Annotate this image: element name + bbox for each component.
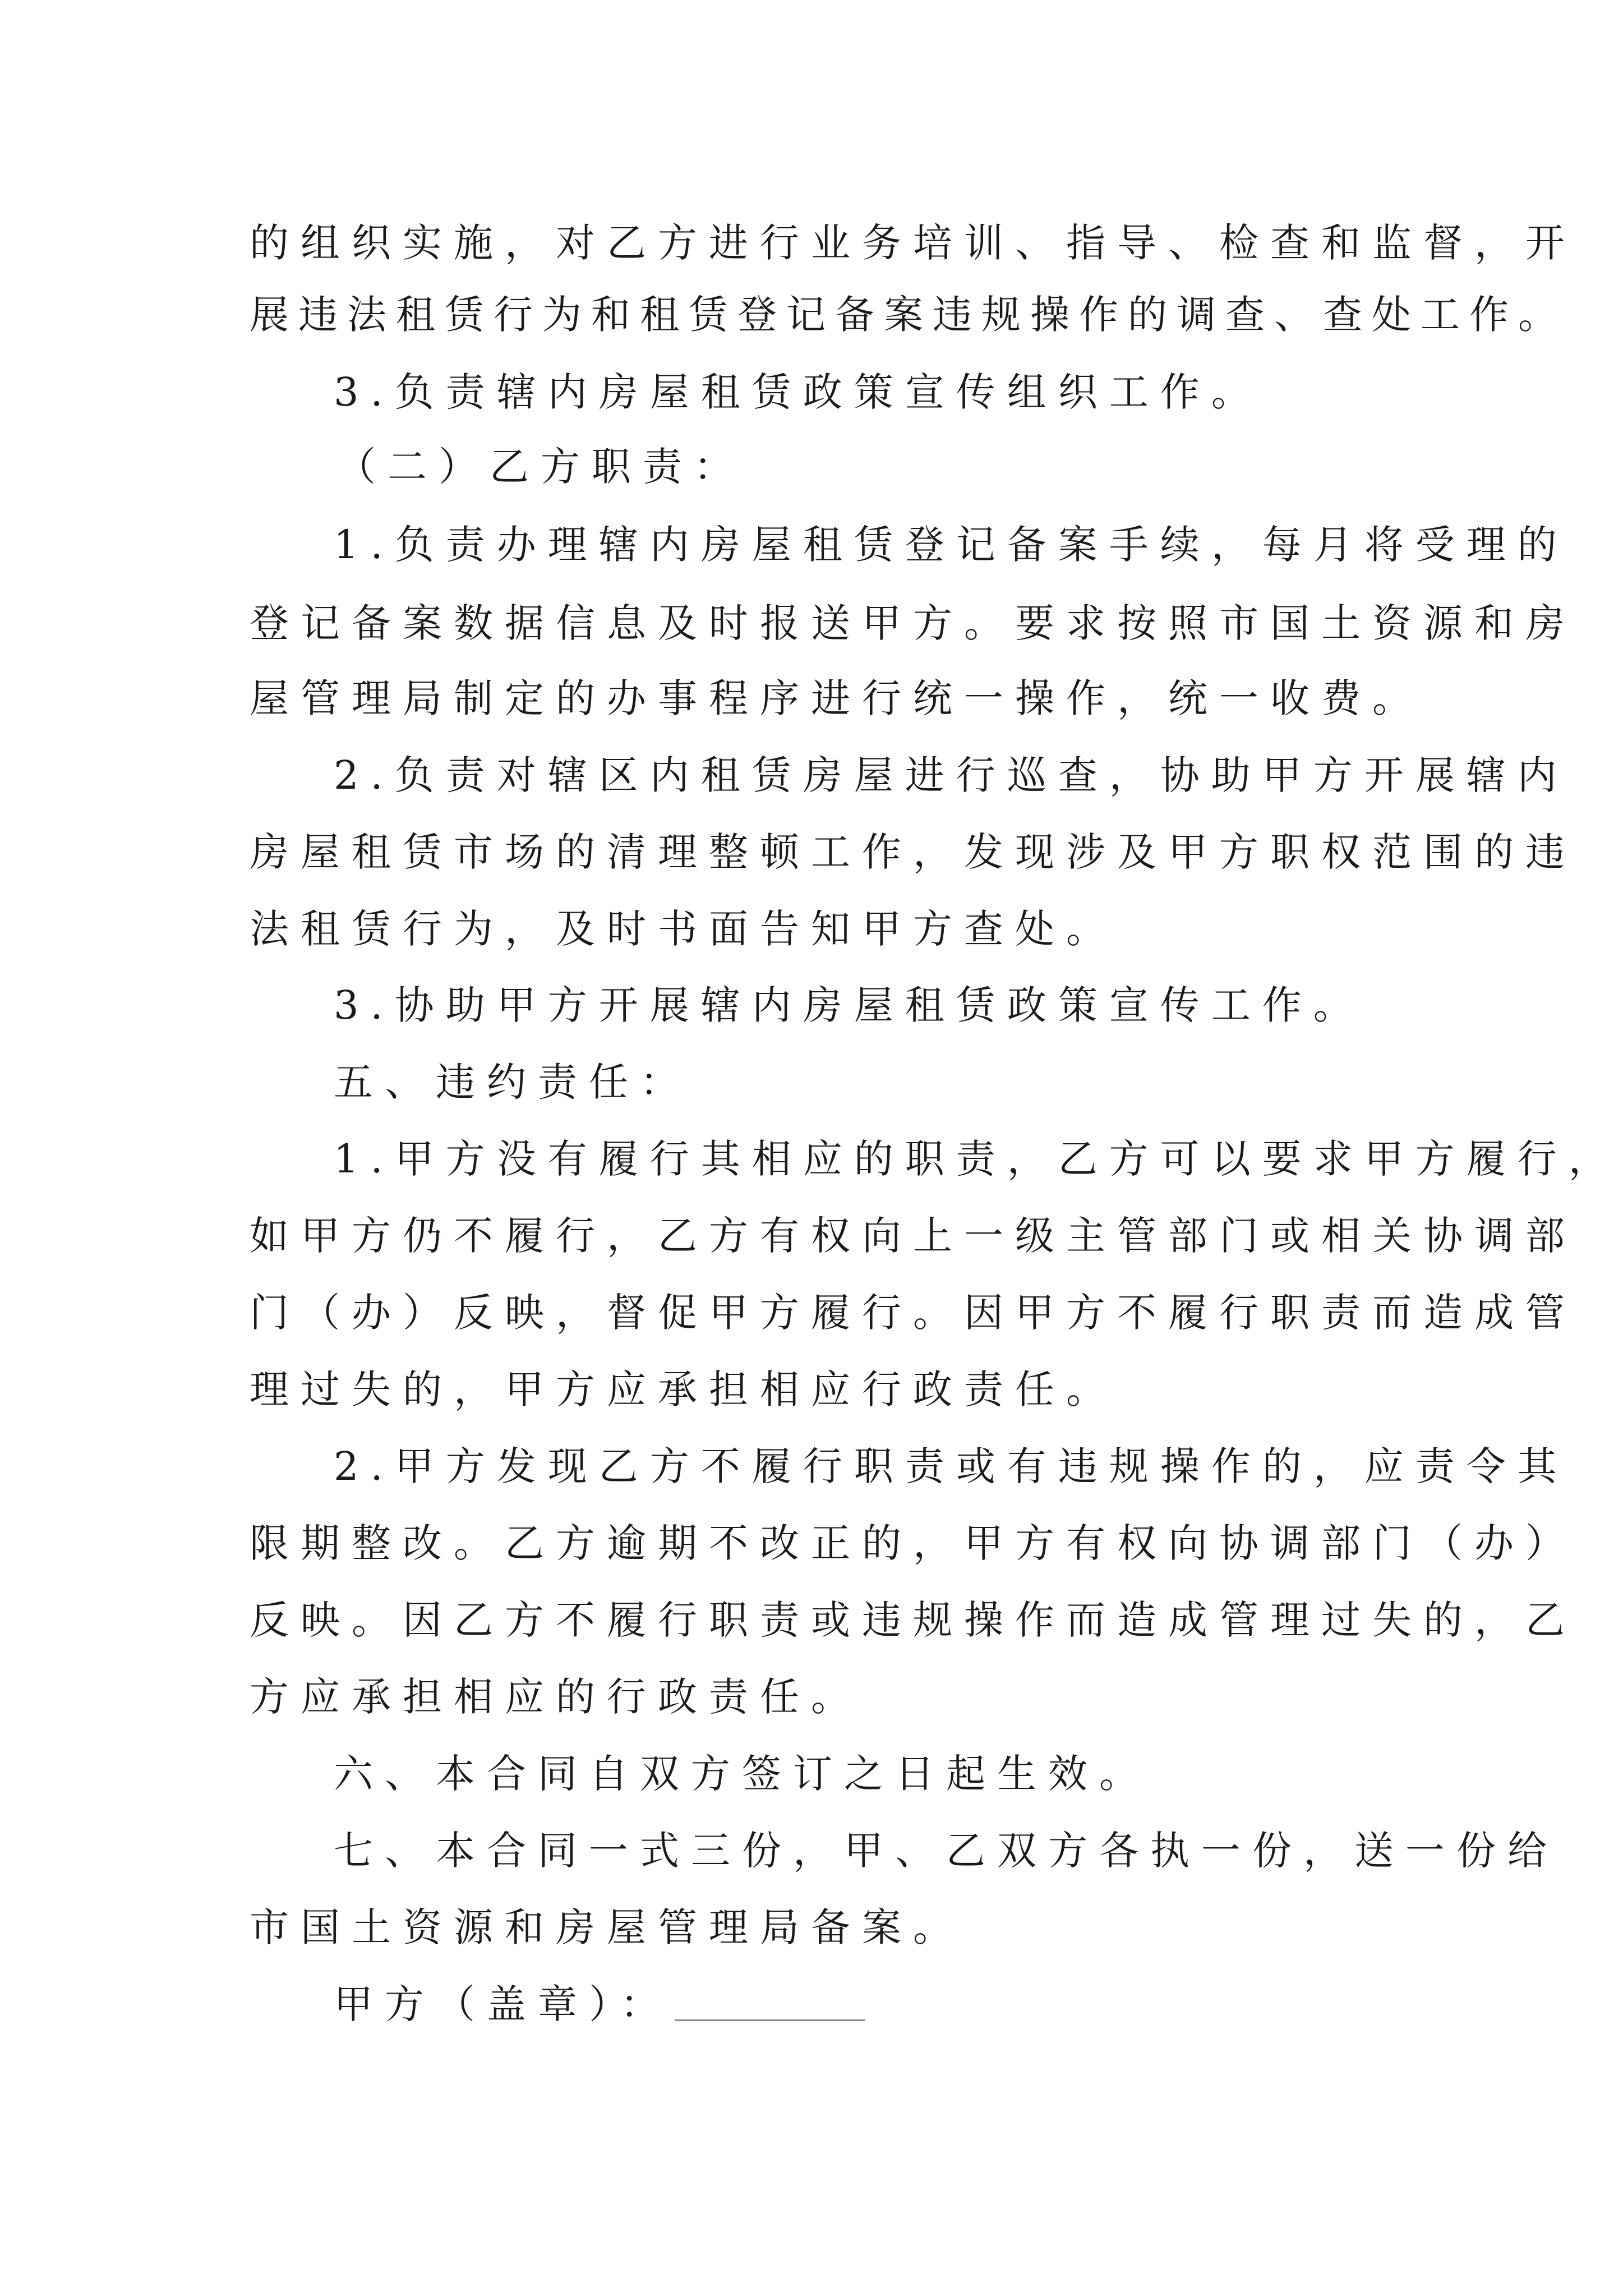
text-line: 限期整改。乙方逾期不改正的，甲方有权向协调部门（办）: [250, 1520, 1576, 1566]
text-line: 登记备案数据信息及时报送甲方。要求按照市国土资源和房: [250, 600, 1576, 646]
text-line: 屋管理局制定的办事程序进行统一操作，统一收费。: [250, 675, 1423, 721]
party-a-seal-label: 甲方（盖章）：: [334, 1981, 671, 2027]
text-line: 2.负责对辖区内租赁房屋进行巡查，协助甲方开展辖内: [334, 752, 1569, 798]
text-line: 展违法租赁行为和租赁登记备案违规操作的调查、查处工作。: [250, 292, 1567, 338]
text-line: 理过失的，甲方应承担相应行政责任。: [250, 1366, 1117, 1412]
text-line: 3.负责辖内房屋租赁政策宣传组织工作。: [334, 369, 1262, 415]
text-line: 3.协助甲方开展辖内房屋租赁政策宣传工作。: [334, 982, 1364, 1028]
text-line: 方应承担相应的行政责任。: [250, 1674, 862, 1720]
text-line: 市国土资源和房屋管理局备案。: [250, 1904, 964, 1950]
seal-blank-field: [675, 1986, 865, 2021]
text-line: 六、本合同自双方签订之日起生效。: [334, 1751, 1150, 1797]
text-line: 1.负责办理辖内房屋租赁登记备案手续，每月将受理的: [334, 522, 1569, 568]
text-line: 的组织实施，对乙方进行业务培训、指导、检查和监督，开: [250, 220, 1576, 266]
signature-line: [334, 1979, 865, 2030]
text-line: 1.甲方没有履行其相应的职责，乙方可以要求甲方履行，: [334, 1136, 1620, 1182]
text-line: 七、本合同一式三份，甲、乙双方各执一份，送一份给: [334, 1828, 1559, 1874]
text-line: 如甲方仍不履行，乙方有权向上一级主管部门或相关协调部: [250, 1213, 1576, 1259]
text-line: 法租赁行为，及时书面告知甲方查处。: [250, 906, 1117, 952]
text-line: 门（办）反映，督促甲方履行。因甲方不履行职责而造成管: [250, 1290, 1576, 1336]
text-line: 房屋租赁市场的清理整顿工作，发现涉及甲方职权范围的违: [250, 829, 1576, 875]
section-heading: 五、违约责任：: [334, 1059, 691, 1105]
text-line: 反映。因乙方不履行职责或违规操作而造成管理过失的，乙: [250, 1597, 1576, 1643]
text-line: 2.甲方发现乙方不履行职责或有违规操作的，应责令其: [334, 1443, 1569, 1489]
text-line: （二）乙方职责：: [336, 444, 745, 490]
